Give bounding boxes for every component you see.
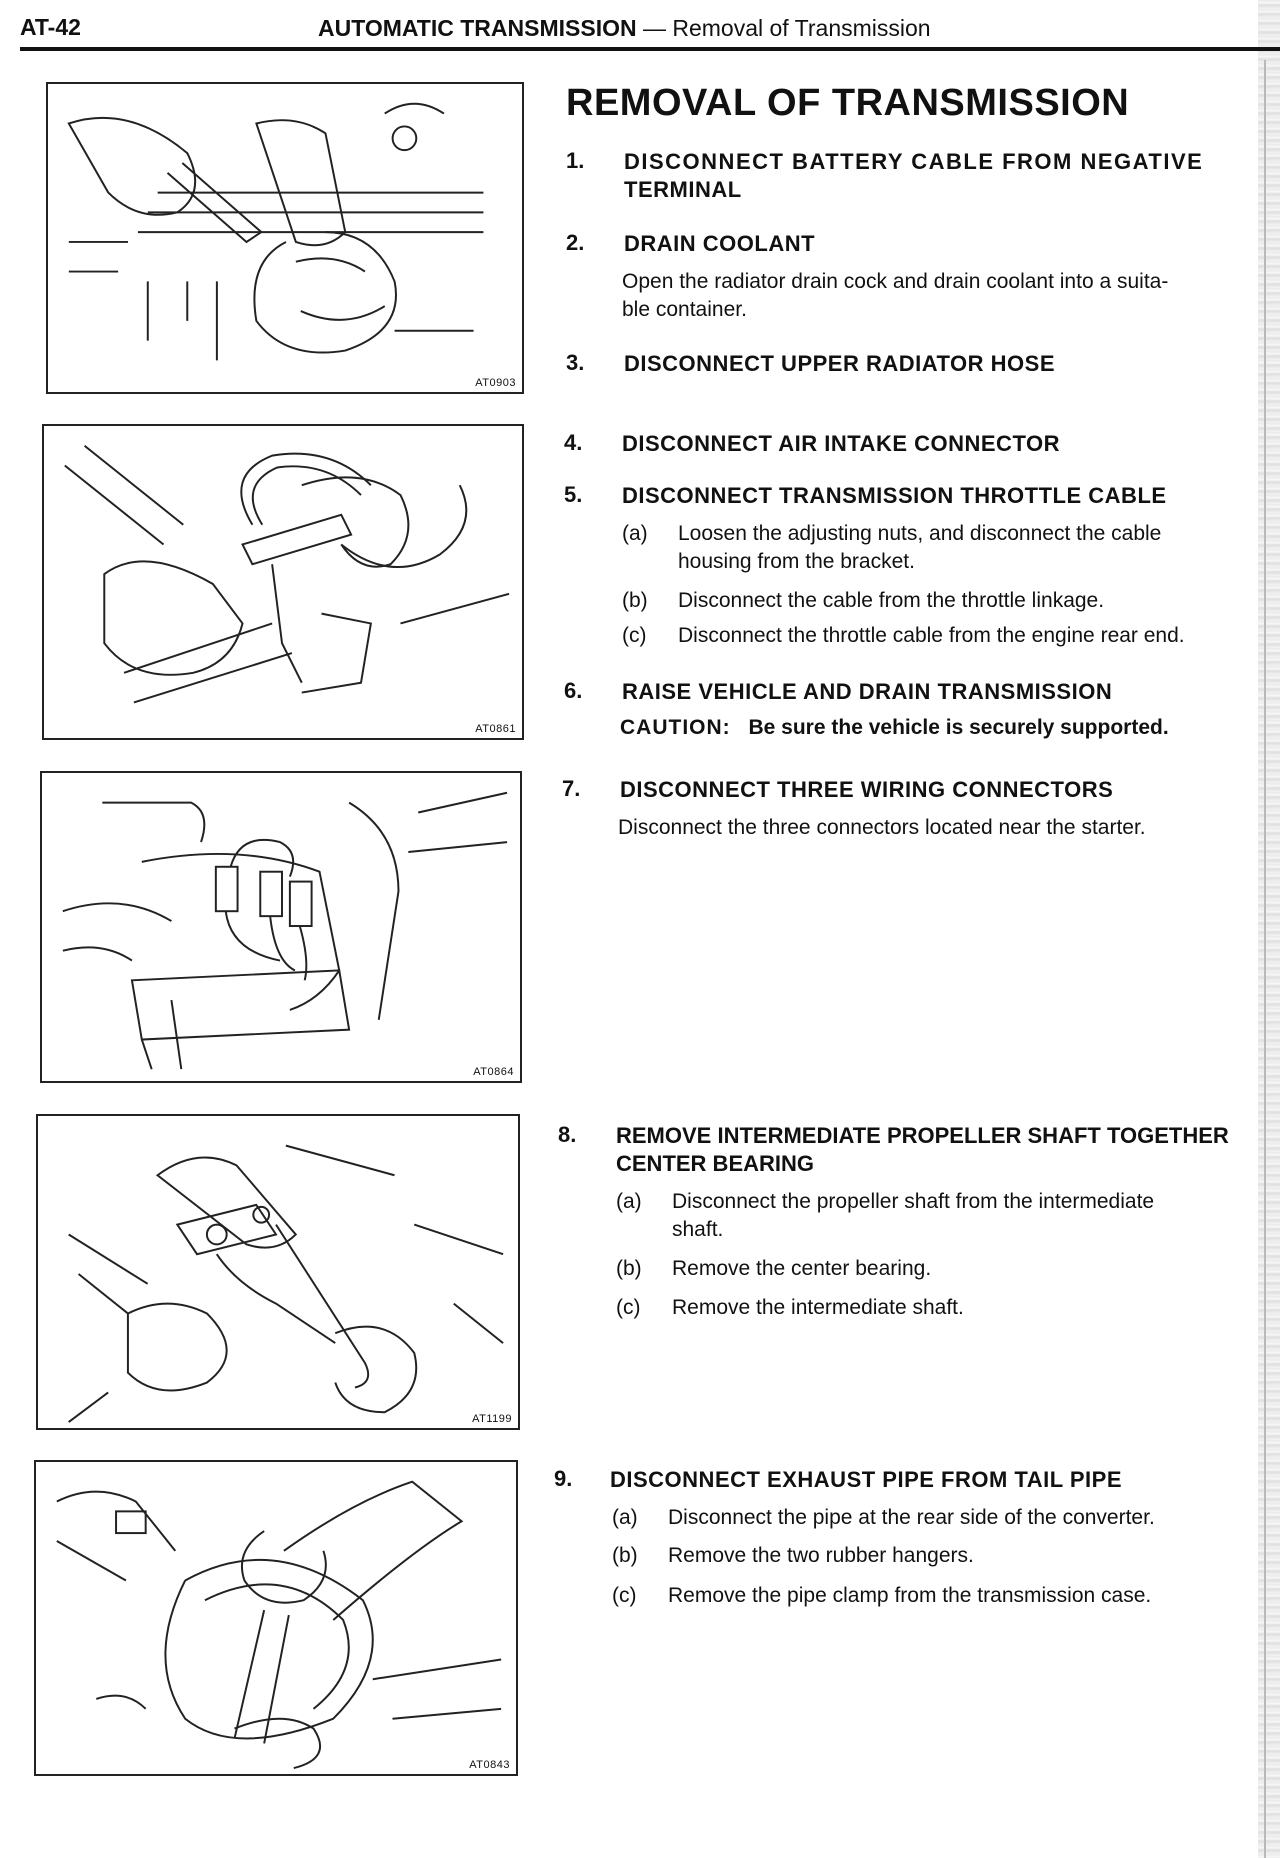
- substep-label: (a): [622, 522, 648, 545]
- substep-text: Remove the center bearing.: [672, 1257, 932, 1280]
- header-separator: —: [642, 15, 666, 41]
- figure-4: [36, 1114, 520, 1430]
- figure-code: AT0903: [475, 377, 516, 389]
- substep-text: Remove the intermediate shaft.: [672, 1296, 964, 1319]
- substep-text: Remove the two rubber hangers.: [668, 1544, 974, 1567]
- step-heading: DRAIN COOLANT: [624, 231, 816, 256]
- step-heading-line: REMOVE INTERMEDIATE PROPELLER SHAFT TOGETHER: [616, 1123, 1229, 1148]
- step-number: 1.: [566, 148, 585, 173]
- substep-text: Disconnect the throttle cable from the engine rear end.: [678, 624, 1185, 647]
- header-rule: [20, 47, 1280, 51]
- step-number: 5.: [564, 482, 583, 507]
- step-heading: RAISE VEHICLE AND DRAIN TRANSMISSION: [622, 679, 1113, 704]
- figure-code: AT0843: [469, 1759, 510, 1771]
- substep-label: (c): [622, 624, 647, 647]
- substep-line: Loosen the adjusting nuts, and disconnect the cable: [678, 522, 1162, 545]
- wiring-connectors-illustration: [42, 773, 520, 1081]
- propeller-shaft-illustration: [38, 1116, 518, 1428]
- step-description: Disconnect the three connectors located near the starter.: [618, 816, 1146, 839]
- step-number: 6.: [564, 678, 583, 703]
- substep-text: Disconnect the pipe at the rear side of the converter.: [668, 1506, 1155, 1529]
- substep-label: (b): [612, 1544, 638, 1567]
- step-number: 9.: [554, 1466, 573, 1491]
- step-heading-line: TERMINAL: [624, 177, 742, 202]
- scan-binding-line: [1264, 60, 1266, 1858]
- step-heading: DISCONNECT THREE WIRING CONNECTORS: [620, 777, 1114, 802]
- figure-2: [42, 424, 524, 740]
- step-heading: DISCONNECT UPPER RADIATOR HOSE: [624, 351, 1056, 376]
- exhaust-pipe-illustration: [36, 1462, 516, 1774]
- header-section: AUTOMATIC TRANSMISSION: [318, 15, 637, 41]
- substep-text: [672, 1188, 1154, 1244]
- figure-code: AT1199: [472, 1413, 512, 1425]
- substep-label: (c): [612, 1584, 637, 1607]
- caution-label: CAUTION:: [620, 716, 731, 739]
- step-heading-line: DISCONNECT BATTERY CABLE FROM NEGATIVE: [624, 149, 1204, 174]
- substep-label: (a): [616, 1190, 642, 1213]
- step-heading: [624, 148, 1203, 204]
- header-subsection: Removal of Transmission: [672, 15, 931, 41]
- step-number: 2.: [566, 230, 585, 255]
- figure-code: AT0864: [473, 1066, 514, 1078]
- substep-label: (b): [622, 589, 648, 612]
- running-header: [318, 15, 931, 42]
- description-line: Open the radiator drain cock and drain coolant into a suita-: [622, 270, 1169, 293]
- step-heading: [616, 1122, 1229, 1178]
- step-description: [622, 268, 1168, 324]
- scan-edge: [1258, 0, 1280, 1858]
- figure-3: [40, 771, 522, 1083]
- figure-1: [46, 82, 524, 394]
- step-number: 8.: [558, 1122, 577, 1147]
- step-number: 3.: [566, 350, 585, 375]
- air-intake-clamp-illustration: [48, 84, 522, 392]
- step-heading: DISCONNECT EXHAUST PIPE FROM TAIL PIPE: [610, 1467, 1123, 1492]
- figure-code: AT0861: [475, 723, 516, 735]
- step-heading: DISCONNECT TRANSMISSION THROTTLE CABLE: [622, 483, 1167, 508]
- substep-label: (a): [612, 1506, 638, 1529]
- substep-text: Remove the pipe clamp from the transmission case.: [668, 1584, 1152, 1607]
- page-title: REMOVAL OF TRANSMISSION: [566, 82, 1130, 124]
- substep-line: shaft.: [672, 1218, 724, 1241]
- substep-text: Disconnect the cable from the throttle linkage.: [678, 589, 1105, 612]
- substep-line: Disconnect the propeller shaft from the intermediate: [672, 1190, 1155, 1213]
- step-number: 4.: [564, 430, 583, 455]
- throttle-cable-illustration: [44, 426, 522, 738]
- caution-note: [620, 716, 1169, 740]
- substep-text: [678, 520, 1161, 576]
- substep-label: (b): [616, 1257, 642, 1280]
- substep-label: (c): [616, 1296, 641, 1319]
- figure-5: [34, 1460, 518, 1776]
- caution-text: Be sure the vehicle is securely supported.: [748, 716, 1169, 739]
- step-heading-line: CENTER BEARING: [616, 1151, 815, 1176]
- description-line: ble container.: [622, 298, 747, 321]
- step-heading: DISCONNECT AIR INTAKE CONNECTOR: [622, 431, 1060, 456]
- substep-line: housing from the bracket.: [678, 550, 915, 573]
- page-number: AT-42: [20, 14, 81, 40]
- step-number: 7.: [562, 776, 581, 801]
